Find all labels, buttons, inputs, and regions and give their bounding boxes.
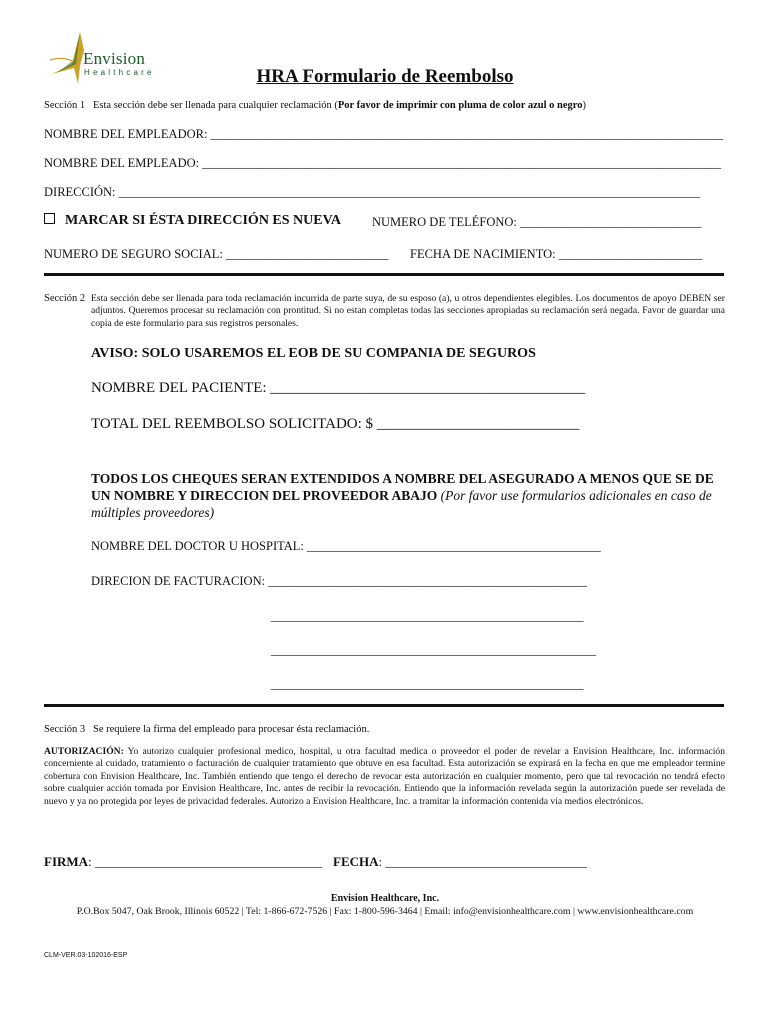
section1-label: Sección 1 xyxy=(44,100,86,111)
signature-label: FIRMA xyxy=(44,854,89,869)
section2-label: Sección 2 xyxy=(44,293,86,304)
authorization-text: Yo autorizo cualquier profesional medico, hospital, u otra facultad medica o proveedor el poder de revelar a Envision Healthcare, Inc. información concerniente al cuidado, tratamiento o facturación de cualquier tratamiento que obtuve en esa facultad. Esta autorización se expirará en la fecha en que me empleador termine cobertura con Envision Healthcare, Inc. También entiendo que tengo el derecho de revocar esta autorización en cualquier momento, pero que tal revocación no tendrá efecto sobre cualquier acción tomada por Envision Healthcare, Inc. antes de recibir la revocación. Entiendo que la información revelada según la autorización puede ser revelada de nuevo y ya no protegida por leyes de privacidad federales. Autorizo a Envision Healthcare, Inc. a tramitar la información contenida vía medios electrónicos. xyxy=(44,746,725,807)
authorization-label: AUTORIZACIÓN: xyxy=(44,746,124,757)
section3-label: Sección 3 xyxy=(44,724,86,735)
section1-text: Esta sección debe ser llenada para cualquier reclamación ( xyxy=(93,100,338,111)
section3-instructions xyxy=(44,724,369,735)
date-line: : _______________________________ xyxy=(378,854,587,869)
section2-instructions: Esta sección debe ser llenada para toda reclamación incurrida de parte suya, de su esposo (a), u otros dependientes elegibles. Los documentos de apoyo DEBEN ser adjuntos. Queremos procesar su reclamación con prontitud. Si no estan completas todas las secciones apropiadas su reclamación será negada. Favor de guardar una copia de este formulario para sus registros personales. xyxy=(91,293,725,329)
billing-address-field[interactable]: DIRECION DE FACTURACION: ___________________________________________________ xyxy=(91,574,587,588)
phone-field[interactable]: NUMERO DE TELÉFONO: _____________________________ xyxy=(372,215,702,229)
authorization-paragraph xyxy=(44,746,725,808)
new-address-checkbox[interactable] xyxy=(44,213,55,224)
signature-line: : ___________________________________ xyxy=(88,854,323,869)
date-label: FECHA xyxy=(333,854,379,869)
date-field[interactable] xyxy=(333,854,587,870)
footer-contact: P.O.Box 5047, Oak Brook, Illinois 60522 | Tel: 1-866-672-7526 | Fax: 1-800-596-3464 | Email: info@envisionhealthcare.com | www.envisionhealthcare.com xyxy=(76,906,694,917)
form-code: CLM-VER.03-102016-ESP xyxy=(44,952,128,959)
divider xyxy=(44,273,724,276)
reimbursement-total-field[interactable]: TOTAL DEL REEMBOLSO SOLICITADO: $ ___________________________ xyxy=(91,416,580,432)
page-title: HRA Formulario de Reembolso xyxy=(256,66,514,87)
new-address-row xyxy=(44,213,341,229)
billing-address-line[interactable]: __________________________________________________ xyxy=(271,609,584,623)
checks-notice xyxy=(91,470,721,521)
doctor-hospital-field[interactable]: NOMBRE DEL DOCTOR U HOSPITAL: _______________________________________________ xyxy=(91,539,601,553)
billing-address-line[interactable]: ____________________________________________________ xyxy=(271,643,596,657)
employer-name-field[interactable]: NOMBRE DEL EMPLEADOR: __________________________________________________________________________________ xyxy=(44,127,724,141)
signature-field[interactable] xyxy=(44,854,322,870)
dob-field[interactable]: FECHA DE NACIMIENTO: _______________________ xyxy=(410,247,703,261)
section1-instructions xyxy=(44,100,586,111)
checks-notice-bold: TODOS LOS CHEQUES SERAN EXTENDIDOS A NOMBRE DEL ASEGURADO A MENOS QUE SE DE UN NOMBRE Y DIRECCION DEL PROVEEDOR ABAJO xyxy=(91,471,714,503)
checks-notice-italic: (Por favor use formularios adicionales en caso de múltiples proveedores) xyxy=(91,488,712,520)
ssn-field[interactable]: NUMERO DE SEGURO SOCIAL: __________________________ xyxy=(44,247,389,261)
patient-name-field[interactable]: NOMBRE DEL PACIENTE: __________________________________________ xyxy=(91,380,586,396)
eob-notice: AVISO: SOLO USAREMOS EL EOB DE SU COMPANIA DE SEGUROS xyxy=(91,346,536,361)
logo-subtitle: Healthcare xyxy=(84,68,155,77)
logo-wordmark: Envision xyxy=(83,49,146,68)
divider xyxy=(44,704,724,707)
employee-name-field[interactable]: NOMBRE DEL EMPLEADO: ___________________________________________________________________________________ xyxy=(44,156,721,170)
new-address-label: MARCAR SI ÉSTA DIRECCIÓN ES NUEVA xyxy=(65,213,342,228)
billing-address-line[interactable]: __________________________________________________ xyxy=(271,677,584,691)
section3-text: Se requiere la firma del empleado para procesar ésta reclamación. xyxy=(93,724,370,735)
section1-end: ) xyxy=(582,100,586,111)
footer-company: Envision Healthcare, Inc. xyxy=(330,893,440,904)
section1-bold-note: Por favor de imprimir con pluma de color azul o negro xyxy=(337,100,583,111)
address-field[interactable]: DIRECCIÓN: _____________________________________________________________________________________________ xyxy=(44,185,700,199)
